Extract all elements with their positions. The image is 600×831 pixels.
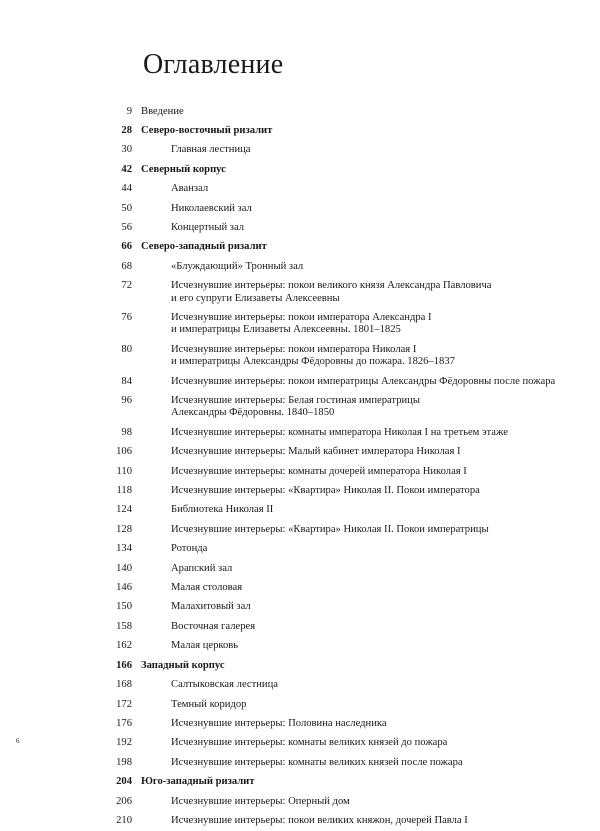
toc-entry[interactable]	[0, 180, 600, 199]
toc-page-number: 84	[121, 375, 132, 387]
toc-entry-title: Введение	[141, 105, 184, 117]
toc-entry[interactable]	[0, 676, 600, 695]
toc-entry[interactable]	[0, 520, 600, 539]
toc-page-number: 96	[121, 395, 132, 406]
toc-section-title: Северо-восточный ризалит	[141, 124, 273, 136]
toc-entry[interactable]	[0, 617, 600, 636]
toc-entry-title: Салтыковская лестница	[171, 679, 278, 691]
toc-entry[interactable]	[0, 443, 600, 462]
toc-page-number: 30	[121, 144, 132, 156]
toc-entry[interactable]	[0, 121, 600, 140]
toc-entry-title: Аванзал	[171, 183, 209, 195]
toc-page-number: 176	[116, 717, 132, 729]
toc-entry[interactable]	[0, 714, 600, 733]
toc-page-number: 28	[121, 124, 132, 136]
toc-entry[interactable]	[0, 811, 600, 830]
toc-entry[interactable]	[0, 218, 600, 237]
toc-entry[interactable]	[0, 160, 600, 179]
toc-entry[interactable]	[0, 199, 600, 218]
toc-page-number: 198	[116, 756, 132, 768]
toc-page-number: 192	[116, 737, 132, 749]
toc-entry-title: Главная лестница	[171, 144, 251, 156]
toc-section-title: Западный корпус	[141, 659, 225, 671]
toc-entry-title: Исчезнувшие интерьеры: комнаты великих князей после пожара	[171, 756, 463, 768]
page-title: Оглавление	[143, 49, 284, 80]
toc-entry[interactable]	[0, 792, 600, 811]
toc-page-number: 134	[116, 543, 132, 555]
toc-page-number: 80	[121, 343, 132, 355]
toc-page-number: 98	[121, 426, 132, 438]
toc-entry-title: Николаевский зал	[171, 202, 252, 214]
toc-entry[interactable]	[0, 559, 600, 578]
toc-page-number: 68	[121, 260, 132, 272]
toc-page-number: 76	[121, 311, 132, 323]
toc-page-number: 72	[121, 280, 132, 292]
toc-page-number: 140	[116, 562, 132, 574]
page-number: 6	[16, 737, 20, 745]
toc-section-title: Северный корпус	[141, 163, 226, 175]
toc-entry-title: Концертный зал	[171, 221, 245, 233]
toc-section-title: Юго-западный ризалит	[141, 776, 255, 788]
toc-page-number: 158	[116, 620, 132, 632]
toc-entry-title: Исчезнувшие интерьеры: покои императора Александра I и императрицы Елизаветы Алексеевны. 1801–1825	[171, 311, 432, 336]
toc-page-number: 150	[116, 601, 132, 613]
toc-page-number: 168	[116, 679, 132, 691]
toc-page-number: 42	[121, 163, 132, 175]
toc-entry-title: Исчезнувшие интерьеры: покои великих княжон, дочерей Павла I	[171, 814, 468, 826]
toc-entry-title: Исчезнувшие интерьеры: «Квартира» Николая II. Покои императрицы	[171, 523, 489, 535]
toc-page-number: 162	[116, 640, 132, 652]
toc-entry[interactable]	[0, 372, 600, 391]
toc-entry[interactable]	[0, 308, 600, 340]
toc-page-number: 56	[121, 221, 132, 233]
toc-entry[interactable]	[0, 102, 600, 121]
toc-entry-title: Малахитовый зал	[171, 601, 251, 613]
toc-page-number: 206	[116, 795, 132, 807]
toc-entry-title: Исчезнувшие интерьеры: «Квартира» Николая II. Покои императора	[171, 485, 480, 497]
toc-entry-title: «Блуждающий» Тронный зал	[171, 260, 304, 272]
toc-entry-title: Исчезнувшие интерьеры: Оперный дом	[171, 795, 350, 807]
toc-entry-title: Темный коридор	[171, 698, 247, 710]
toc-entry-title: Малая столовая	[171, 582, 243, 594]
toc-entry-title: Исчезнувшие интерьеры: покои великого князя Александра Павловича и его супруги Елизаветы Алексеевны	[171, 280, 492, 304]
toc-entry-title: Исчезнувшие интерьеры: покои императора Николая I и императрицы Александры Фёдоровны до пожара. 1826–1837	[171, 343, 455, 368]
toc-entry[interactable]	[0, 340, 600, 372]
toc-page-number: 124	[116, 504, 132, 516]
toc-entry[interactable]	[0, 501, 600, 520]
toc-page-number: 172	[116, 698, 132, 710]
toc-entry[interactable]	[0, 753, 600, 772]
toc-page-number: 44	[121, 183, 132, 195]
table-of-contents	[0, 102, 600, 831]
toc-entry[interactable]	[0, 637, 600, 656]
toc-page-number: 9	[126, 105, 132, 117]
toc-page-number: 66	[121, 241, 132, 253]
toc-page-number: 210	[116, 814, 132, 826]
toc-entry[interactable]	[0, 734, 600, 753]
toc-entry[interactable]	[0, 656, 600, 675]
toc-entry-title: Исчезнувшие интерьеры: Белая гостиная императрицы Александры Фёдоровны. 1840–1850	[171, 395, 420, 419]
toc-entry[interactable]	[0, 277, 600, 309]
toc-entry[interactable]	[0, 423, 600, 442]
toc-entry[interactable]	[0, 773, 600, 792]
toc-entry-title: Библиотека Николая II	[171, 504, 274, 516]
toc-entry[interactable]	[0, 462, 600, 481]
toc-entry[interactable]	[0, 257, 600, 276]
toc-entry-title: Исчезнувшие интерьеры: Малый кабинет императора Николая I	[171, 446, 461, 458]
toc-page-number: 50	[121, 202, 132, 214]
toc-entry[interactable]	[0, 598, 600, 617]
toc-entry-title: Исчезнувшие интерьеры: комнаты императора Николая I на третьем этаже	[171, 426, 508, 438]
toc-entry-title: Арапский зал	[171, 562, 233, 574]
toc-section-title: Северо-западный ризалит	[141, 241, 267, 253]
toc-entry[interactable]	[0, 579, 600, 598]
toc-entry[interactable]	[0, 482, 600, 501]
toc-entry-title: Исчезнувшие интерьеры: покои императрицы Александры Фёдоровны после пожара	[171, 375, 556, 387]
toc-entry[interactable]	[0, 141, 600, 160]
toc-entry[interactable]	[0, 695, 600, 714]
toc-page-number: 110	[116, 465, 132, 477]
toc-entry[interactable]	[0, 238, 600, 257]
toc-page-number: 106	[116, 446, 132, 458]
toc-entry-title: Исчезнувшие интерьеры: комнаты дочерей императора Николая I	[171, 465, 467, 477]
toc-entry[interactable]	[0, 540, 600, 559]
toc-page-number: 166	[116, 659, 132, 671]
toc-entry-title: Исчезнувшие интерьеры: Половина наследника	[171, 717, 387, 729]
toc-entry-title: Исчезнувшие интерьеры: комнаты великих князей до пожара	[171, 737, 448, 749]
toc-page-number: 204	[116, 776, 132, 788]
toc-entry-title: Ротонда	[171, 543, 208, 555]
toc-page-number: 118	[116, 485, 132, 497]
toc-page-number: 146	[116, 582, 132, 594]
toc-entry[interactable]	[0, 392, 600, 424]
toc-page-number: 128	[116, 523, 132, 535]
toc-entry-title: Малая церковь	[171, 640, 239, 652]
toc-entry-title: Восточная галерея	[171, 620, 256, 632]
